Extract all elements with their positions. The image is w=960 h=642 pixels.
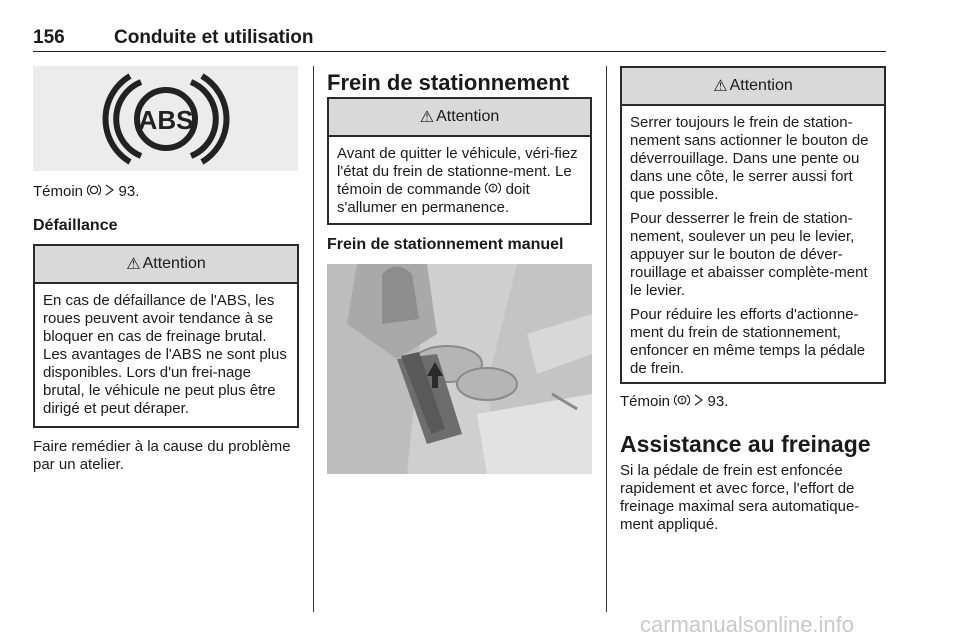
attention-body xyxy=(622,106,884,378)
reference-arrow-icon xyxy=(105,183,114,201)
subheading-frein-manuel: Frein de stationnement manuel xyxy=(327,236,564,253)
abs-warning-icon xyxy=(106,76,227,162)
attention-title: Attention xyxy=(729,77,793,94)
abs-symbol-figure xyxy=(33,66,298,171)
attention-paragraph-2: Pour desserrer le frein de station-nement, soulever un peu le levier, appuyer sur le bouton de déver-rouillage et abaisser complète-ment le levier. xyxy=(630,210,868,299)
warning-triangle-icon: ⚠ xyxy=(419,109,435,126)
warning-triangle-icon: ⚠ xyxy=(126,256,141,273)
header-rule xyxy=(33,51,886,52)
attention-box-abs xyxy=(33,244,299,428)
after-text: Faire remédier à la cause du problème par un atelier. xyxy=(33,438,291,473)
reference-arrow-icon xyxy=(694,393,703,411)
attention-header xyxy=(622,68,884,106)
watermark: carmanualsonline.info xyxy=(640,612,855,637)
attention-body xyxy=(35,284,297,418)
abs-warning-icon xyxy=(87,183,101,201)
heading-assistance-freinage: Assistance au freinage xyxy=(620,431,871,457)
page-reference: 93. xyxy=(707,393,729,410)
brake-warning-icon xyxy=(674,393,690,411)
assistance-body: Si la pédale de frein est enfoncée rapidement et avec force, l'effort de freinage maximal sera automatique-ment appliqué. xyxy=(620,462,860,533)
brake-warning-icon xyxy=(485,181,501,199)
attention-header xyxy=(329,99,590,137)
attention-paragraph-3: Pour réduire les efforts d'actionne-ment du frein de stationnement, enfoncer en même temps la pédale de frein. xyxy=(630,306,866,377)
attention-box-serrer xyxy=(620,66,886,384)
temoin-label: Témoin xyxy=(33,183,84,200)
attention-title: Attention xyxy=(142,255,206,272)
attention-box-parking xyxy=(327,97,592,225)
temoin-label: Témoin xyxy=(620,393,671,410)
page-reference: 93. xyxy=(118,183,140,200)
column-divider-right xyxy=(606,66,607,612)
parking-brake-lever-illustration xyxy=(327,264,592,474)
attention-paragraph-1: Serrer toujours le frein de station-nement sans actionner le bouton de déverrouillage. Dans une pente ou dans une côte, le serrer aussi fort que possible. xyxy=(630,114,869,203)
brake-temoin-line xyxy=(620,393,728,411)
page-title: Conduite et utilisation xyxy=(114,27,314,48)
warning-triangle-icon: ⚠ xyxy=(713,78,728,95)
abs-figure-label: ABS xyxy=(138,105,194,135)
attention-text: En cas de défaillance de l'ABS, les roues peuvent avoir tendance à se bloquer en cas de freinage brutal. Les avantages de l'ABS ne sont plus disponibles. Lors d'un frei-nage brutal, le véhicule ne peut plus être dirigé et peut déraper. xyxy=(43,292,287,417)
attention-text: Avant de quitter le véhicule, véri-fiez l'état du frein de stationne-ment. Le témoin de commande doit s'allumer en permanence. xyxy=(337,145,578,216)
page-number: 156 xyxy=(33,27,65,48)
abs-temoin-line xyxy=(33,183,139,201)
attention-body xyxy=(329,137,590,217)
attention-header xyxy=(35,246,297,284)
column-divider-left xyxy=(313,66,314,612)
attention-title: Attention xyxy=(436,108,500,125)
heading-frein-stationnement: Frein de stationnement xyxy=(327,70,570,95)
subheading-defaillance: Défaillance xyxy=(33,217,118,234)
